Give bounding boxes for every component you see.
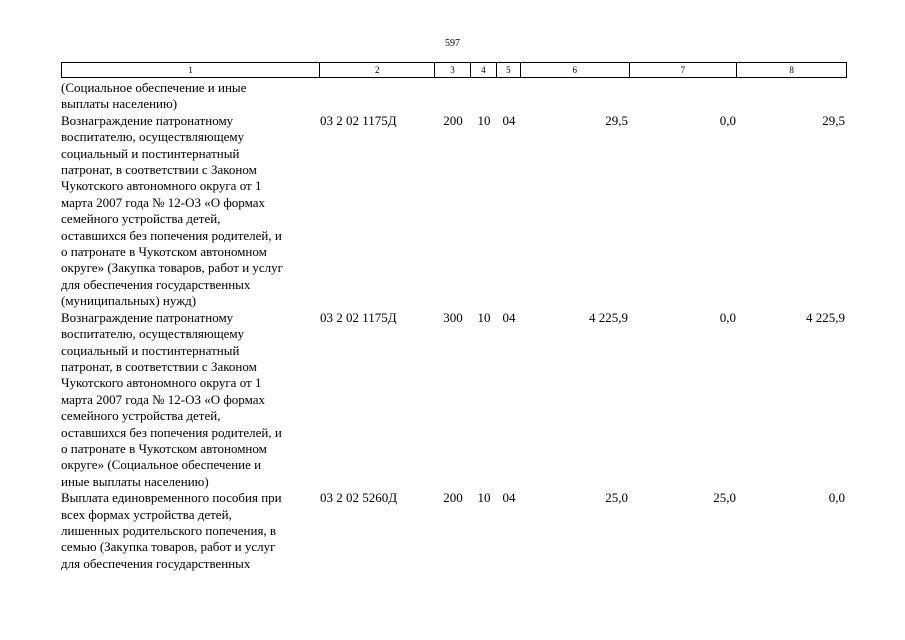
header-col-6: 6 — [521, 63, 630, 77]
description-line: иные выплаты населению) — [61, 473, 209, 489]
table-row — [61, 80, 847, 113]
table-body — [61, 80, 847, 572]
table-row — [61, 113, 847, 310]
row-col-6: 4 225,9 — [589, 309, 628, 325]
row-col-4: 10 — [477, 112, 491, 128]
description-line: патронат, в соответствии с Законом — [61, 162, 257, 178]
header-col-4: 4 — [471, 63, 497, 77]
header-col-8: 8 — [789, 65, 794, 75]
row-description — [61, 310, 320, 490]
row-col-7 — [630, 80, 738, 113]
description-line: воспитателю, осуществляющему — [61, 129, 245, 145]
row-code: 03 2 02 1175Д — [320, 112, 397, 128]
row-col-3: 200 — [443, 490, 463, 506]
row-description — [61, 113, 320, 310]
row-col-8: 29,5 — [822, 112, 845, 128]
row-description — [61, 490, 320, 572]
table-header — [61, 62, 847, 78]
row-col-7: 25,0 — [713, 490, 736, 506]
page-number: 597 — [445, 38, 460, 49]
description-line: Чукотского автономного округа от 1 — [61, 178, 262, 194]
description-line: Выплата единовременного пособия при — [61, 490, 282, 506]
description-line: округе» (Социальное обеспечение и — [61, 457, 262, 473]
description-line: Вознаграждение патронатному — [61, 112, 234, 128]
description-line: лишенных родительского попечения, в — [61, 522, 277, 538]
description-line: социальный и постинтернатный — [61, 342, 240, 358]
row-code — [320, 80, 435, 113]
header-col-1: 1 — [62, 63, 320, 77]
row-col-3 — [435, 80, 471, 113]
table-row — [61, 310, 847, 490]
description-line: воспитателю, осуществляющему — [61, 326, 245, 342]
row-col-8 — [738, 80, 847, 113]
row-col-3: 200 — [443, 112, 463, 128]
description-line: оставшихся без попечения родителей, и — [61, 424, 282, 440]
row-col-8: 0,0 — [828, 490, 845, 506]
row-col-4: 10 — [477, 490, 491, 506]
row-col-6: 29,5 — [605, 112, 628, 128]
row-col-5: 04 — [502, 490, 516, 506]
description-line: марта 2007 года № 12-ОЗ «О формах — [61, 391, 266, 407]
table-row — [61, 490, 847, 572]
description-line: (Социальное обеспечение и иные — [61, 80, 247, 95]
row-col-5 — [497, 80, 521, 113]
row-description — [61, 80, 320, 113]
description-line: для обеспечения государственных — [61, 276, 251, 292]
row-col-4 — [471, 80, 497, 113]
header-col-7: 7 — [630, 63, 738, 77]
row-col-4: 10 — [477, 309, 491, 325]
description-line: округе» (Закупка товаров, работ и услуг — [61, 260, 283, 276]
description-line: для обеспечения государственных — [61, 555, 251, 571]
row-col-3: 300 — [443, 309, 463, 325]
row-col-5: 04 — [502, 309, 516, 325]
row-col-5: 04 — [502, 112, 516, 128]
row-col-7: 0,0 — [719, 112, 736, 128]
row-col-7: 0,0 — [719, 309, 736, 325]
header-col-5: 5 — [497, 63, 521, 77]
description-line: семью (Закупка товаров, работ и услуг — [61, 539, 276, 555]
row-col-6: 25,0 — [605, 490, 628, 506]
row-code: 03 2 02 1175Д — [320, 309, 397, 325]
description-line: (муниципальных) нужд) — [61, 293, 197, 309]
description-line: Чукотского автономного округа от 1 — [61, 375, 262, 391]
description-line: о патронате в Чукотском автономном — [61, 440, 267, 456]
description-line: Вознаграждение патронатному — [61, 309, 234, 325]
description-line: всех формах устройства детей, — [61, 506, 232, 522]
description-line: о патронате в Чукотском автономном — [61, 244, 267, 260]
description-line: семейного устройства детей, — [61, 408, 221, 424]
description-line: социальный и постинтернатный — [61, 145, 240, 161]
header-col-3: 3 — [435, 63, 471, 77]
description-line: выплаты населению) — [61, 96, 178, 112]
description-line: семейного устройства детей, — [61, 211, 221, 227]
description-line: марта 2007 года № 12-ОЗ «О формах — [61, 194, 266, 210]
description-line: оставшихся без попечения родителей, и — [61, 227, 282, 243]
header-col-2: 2 — [320, 63, 435, 77]
description-line: патронат, в соответствии с Законом — [61, 358, 257, 374]
row-col-6 — [521, 80, 630, 113]
row-col-8: 4 225,9 — [806, 309, 845, 325]
row-code: 03 2 02 5260Д — [320, 490, 398, 506]
